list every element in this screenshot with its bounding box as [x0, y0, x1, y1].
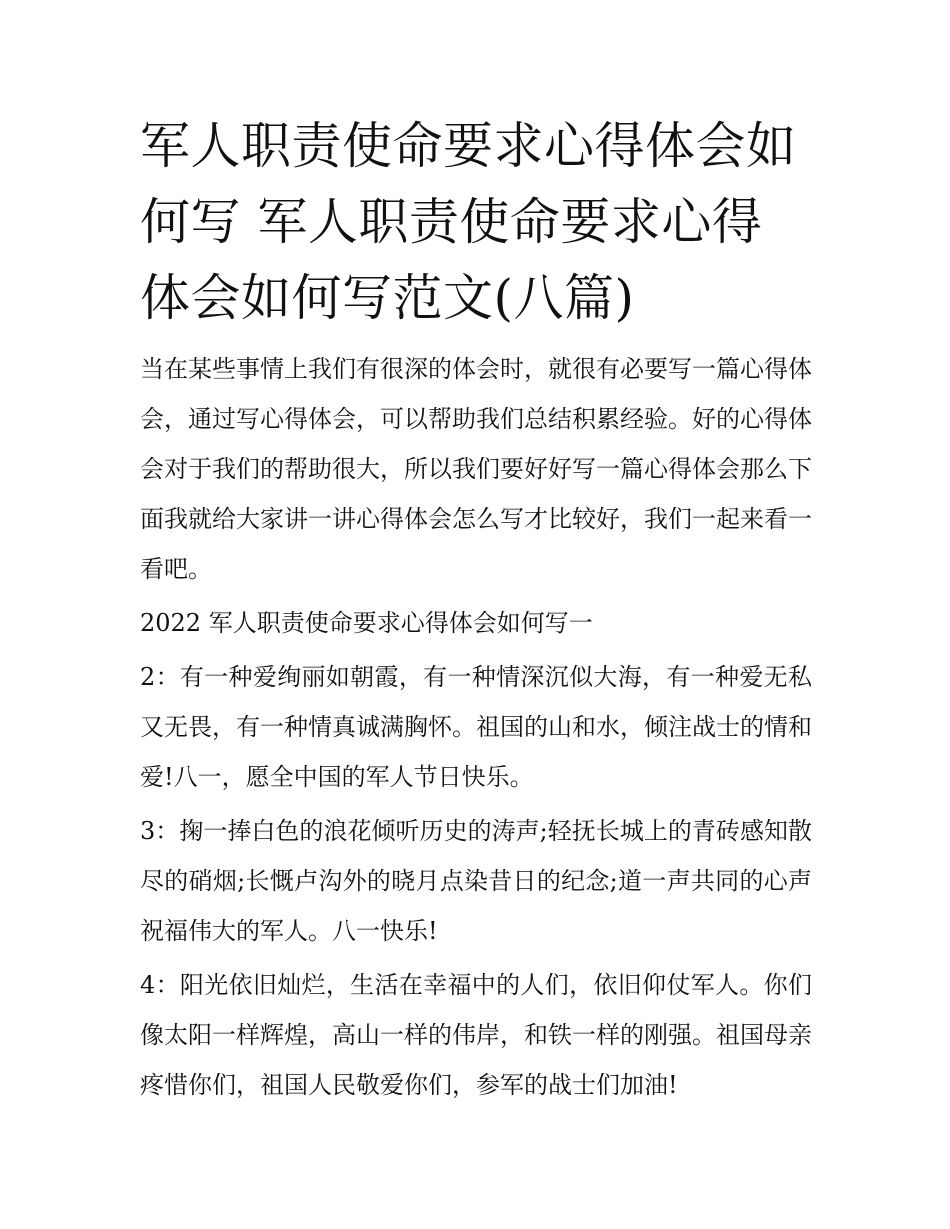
document-page: [140, 108, 812, 1114]
section-subheading: 2022 军人职责使命要求心得体会如何写一: [140, 609, 593, 637]
body-paragraph-4: 4：阳光依旧灿烂，生活在幸福中的人们，依旧仰仗军人。你们像太阳一样辉煌，高山一样的伟岸，和铁一样的刚强。祖国母亲疼惜你们，祖国人民敬爱你们，参军的战士们加油!: [140, 971, 812, 1099]
document-title: 军人职责使命要求心得体会如何写 军人职责使命要求心得体会如何写范文(八篇): [140, 117, 797, 327]
body-paragraph-2: 2：有一种爱绚丽如朝霞，有一种情深沉似大海，有一种爱无私又无畏，有一种情真诚满胸怀。祖国的山和水，倾注战士的情和爱!八一，愿全中国的军人节日快乐。: [140, 663, 812, 791]
intro-paragraph: 当在某些事情上我们有很深的体会时，就很有必要写一篇心得体会，通过写心得体会，可以帮助我们总结积累经验。好的心得体会对于我们的帮助很大，所以我们要好好写一篇心得体会那么下面我就给大家讲一讲心得体会怎么写才比较好，我们一起来看一看吧。: [140, 355, 812, 583]
body-paragraph-3: 3：掬一捧白色的浪花倾听历史的涛声;轻抚长城上的青砖感知散尽的硝烟;长慨卢沟外的晓月点染昔日的纪念;道一声共同的心声祝福伟大的军人。八一快乐!: [140, 817, 812, 945]
